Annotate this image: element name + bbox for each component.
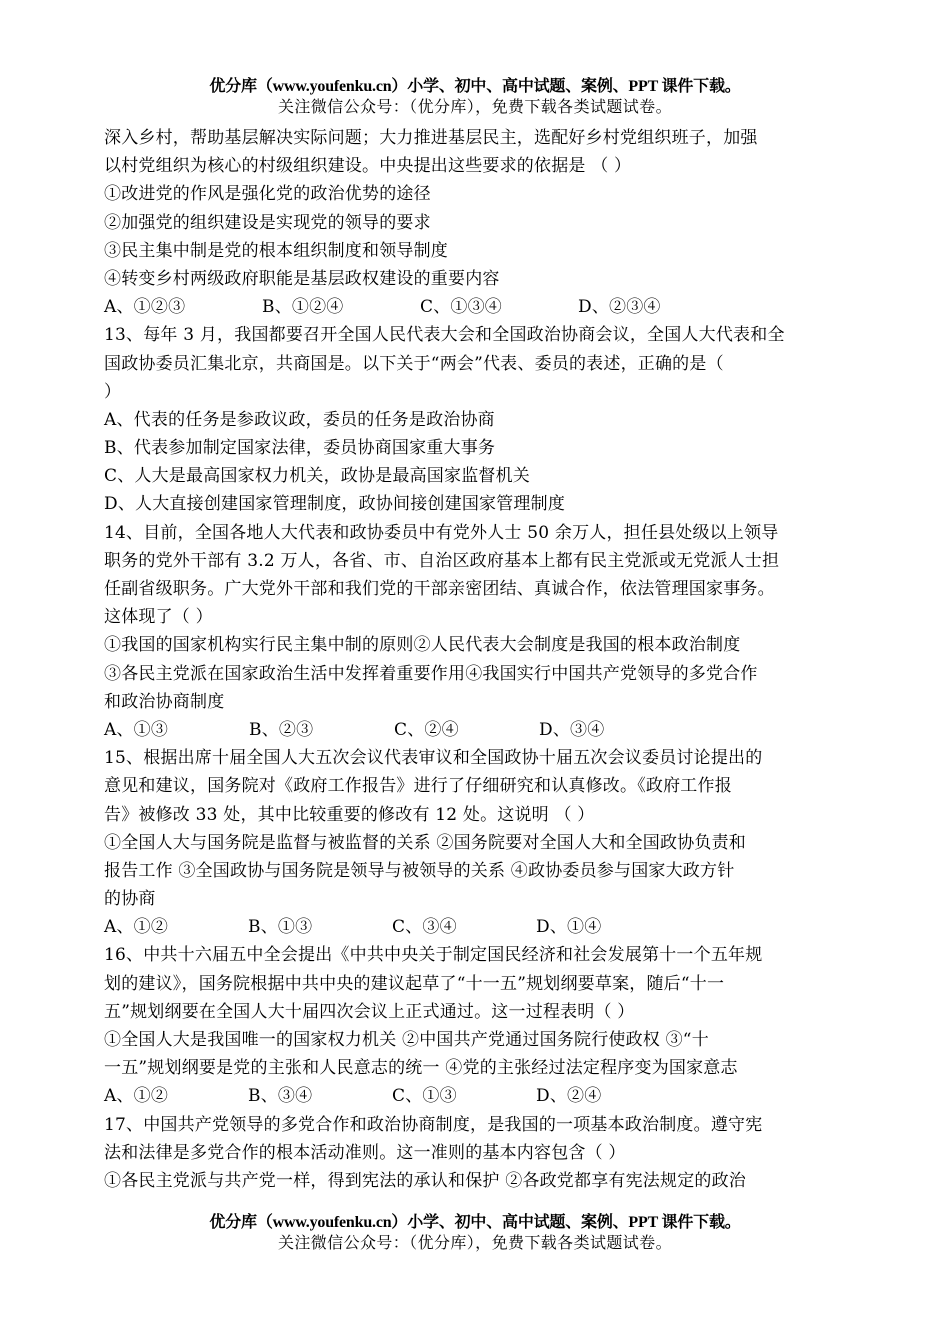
question-stem: ） <box>104 381 122 402</box>
question-stem: 五”规划纲要在全国人大十届四次会议上正式通过。这一过程表明（ ） <box>104 1001 635 1022</box>
question-stem: 意见和建议，国务院对《政府工作报告》进行了仔细研究和认真修改。《政府工作报 <box>104 776 732 797</box>
option-d: D、②③④ <box>578 297 661 318</box>
page-footer <box>0 1213 950 1253</box>
option-d: D、②④ <box>536 1086 602 1107</box>
question-stem: 15、根据出席十届全国人大五次会议代表审议和全国政协十届五次会议委员讨论提出的 <box>104 748 763 769</box>
question-15 <box>104 744 852 941</box>
statements: ①全国人大是我国唯一的国家权力机关 ②中国共产党通过国务院行使政权 ③“十 <box>104 1030 709 1050</box>
header-line-2: 关注微信公众号：（优分库），免费下载各类试题试卷。 <box>277 97 672 116</box>
statements: ①我国的国家机构实行民主集中制的原则②人民代表大会制度是我国的根本政治制度 <box>104 635 741 656</box>
question-stem: 任副省级职务。广大党外干部和我们党的干部亲密团结、真诚合作，依法管理国家事务。 <box>104 579 775 599</box>
option-b: B、①③ <box>248 917 313 938</box>
answer-options <box>104 1082 852 1110</box>
statement-4: ④转变乡村两级政府职能是基层政权建设的重要内容 <box>104 268 500 289</box>
question-stem: 13、每年 3 月，我国都要召开全国人民代表大会和全国政治协商会议，全国人大代表和全 <box>104 325 785 346</box>
question-stem: 职务的党外干部有 3.2 万人，各省、市、自治区政府基本上都有民主党派或无党派人士担 <box>104 550 780 571</box>
statement-3: ③民主集中制是党的根本组织制度和领导制度 <box>104 240 448 261</box>
option-d: D、①④ <box>536 917 602 938</box>
option-c: C、①③ <box>392 1086 457 1107</box>
document-body <box>104 124 852 1195</box>
option-a: A、①②③ <box>104 297 186 318</box>
statements: ①全国人大与国务院是监督与被监督的关系 ②国务院要对全国人大和全国政协负责和 <box>104 832 747 853</box>
answer-options <box>104 293 852 321</box>
option-b: B、③④ <box>248 1086 313 1107</box>
text-line: 深入乡村，帮助基层解决实际问题；大力推进基层民主，选配好乡村党组织班子，加强 <box>104 128 758 148</box>
question-13 <box>104 321 852 518</box>
option-c: C、人大是最高国家权力机关，政协是最高国家监督机关 <box>104 466 531 487</box>
header-line-1: 优分库（www.youfenku.cn）小学、初中、高中试题、案例、PPT 课件下载。 <box>209 78 741 95</box>
statement-1: ①改进党的作风是强化党的政治优势的途径 <box>104 184 431 205</box>
statements: 一五”规划纲要是党的主张和人民意志的统一 ④党的主张经过法定程序变为国家意志 <box>104 1058 738 1079</box>
question-stem: 划的建议》，国务院根据中共中央的建议起草了“十一五”规划纲要草案，随后“十一 <box>104 973 725 994</box>
statements: 的协商 <box>104 889 156 910</box>
question-stem: 这体现了（ ） <box>104 607 213 628</box>
option-a: A、①② <box>104 1086 169 1107</box>
option-b: B、②③ <box>249 719 314 740</box>
option-b: B、①②④ <box>262 297 344 318</box>
page-header <box>0 77 950 117</box>
question-17 <box>104 1111 852 1196</box>
text-line: 以村党组织为核心的村级组织建设。中央提出这些要求的依据是 （ ） <box>104 156 632 177</box>
question-stem: 国政协委员汇集北京，共商国是。以下关于“两会”代表、委员的表述，正确的是（ <box>104 353 724 374</box>
option-b: B、代表参加制定国家法律，委员协商国家重大事务 <box>104 438 496 459</box>
answer-options <box>104 716 852 744</box>
question-stem: 法和法律是多党合作的根本活动准则。这一准则的基本内容包含（ ） <box>104 1142 626 1163</box>
question-12 <box>104 124 852 321</box>
option-a: A、①② <box>104 917 169 938</box>
statement-2: ②加强党的组织建设是实现党的领导的要求 <box>104 212 431 233</box>
option-d: D、人大直接创建国家管理制度，政协间接创建国家管理制度 <box>104 494 566 515</box>
footer-line-1: 优分库（www.youfenku.cn）小学、初中、高中试题、案例、PPT 课件下载。 <box>209 1214 741 1231</box>
statements: ③各民主党派在国家政治生活中发挥着重要作用④我国实行中国共产党领导的多党合作 <box>104 663 758 684</box>
footer-line-2: 关注微信公众号：（优分库），免费下载各类试题试卷。 <box>277 1233 672 1252</box>
question-stem: 14、目前，全国各地人大代表和政协委员中有党外人士 50 余万人，担任县处级以上领导 <box>104 522 779 543</box>
question-stem: 16、中共十六届五中全会提出《中共中央关于制定国民经济和社会发展第十一个五年规 <box>104 945 763 966</box>
option-a: A、①③ <box>104 719 169 740</box>
statements: 报告工作 ③全国政协与国务院是领导与被领导的关系 ④政协委员参与国家大政方针 <box>104 860 735 881</box>
statements: ①各民主党派与共产党一样，得到宪法的承认和保护 ②各政党都享有宪法规定的政治 <box>104 1170 747 1191</box>
question-14 <box>104 519 852 745</box>
answer-options <box>104 913 852 941</box>
option-a: A、代表的任务是参政议政，委员的任务是政治协商 <box>104 409 495 430</box>
question-stem: 告》被修改 33 处，其中比较重要的修改有 12 处。这说明 （ ） <box>104 804 595 825</box>
option-d: D、③④ <box>539 719 605 740</box>
question-stem: 17、中国共产党领导的多党合作和政治协商制度，是我国的一项基本政治制度。遵守宪 <box>104 1114 763 1135</box>
statements: 和政治协商制度 <box>104 691 225 712</box>
option-c: C、③④ <box>392 917 457 938</box>
option-c: C、①③④ <box>420 297 503 318</box>
option-c: C、②④ <box>394 719 459 740</box>
question-16 <box>104 941 852 1110</box>
